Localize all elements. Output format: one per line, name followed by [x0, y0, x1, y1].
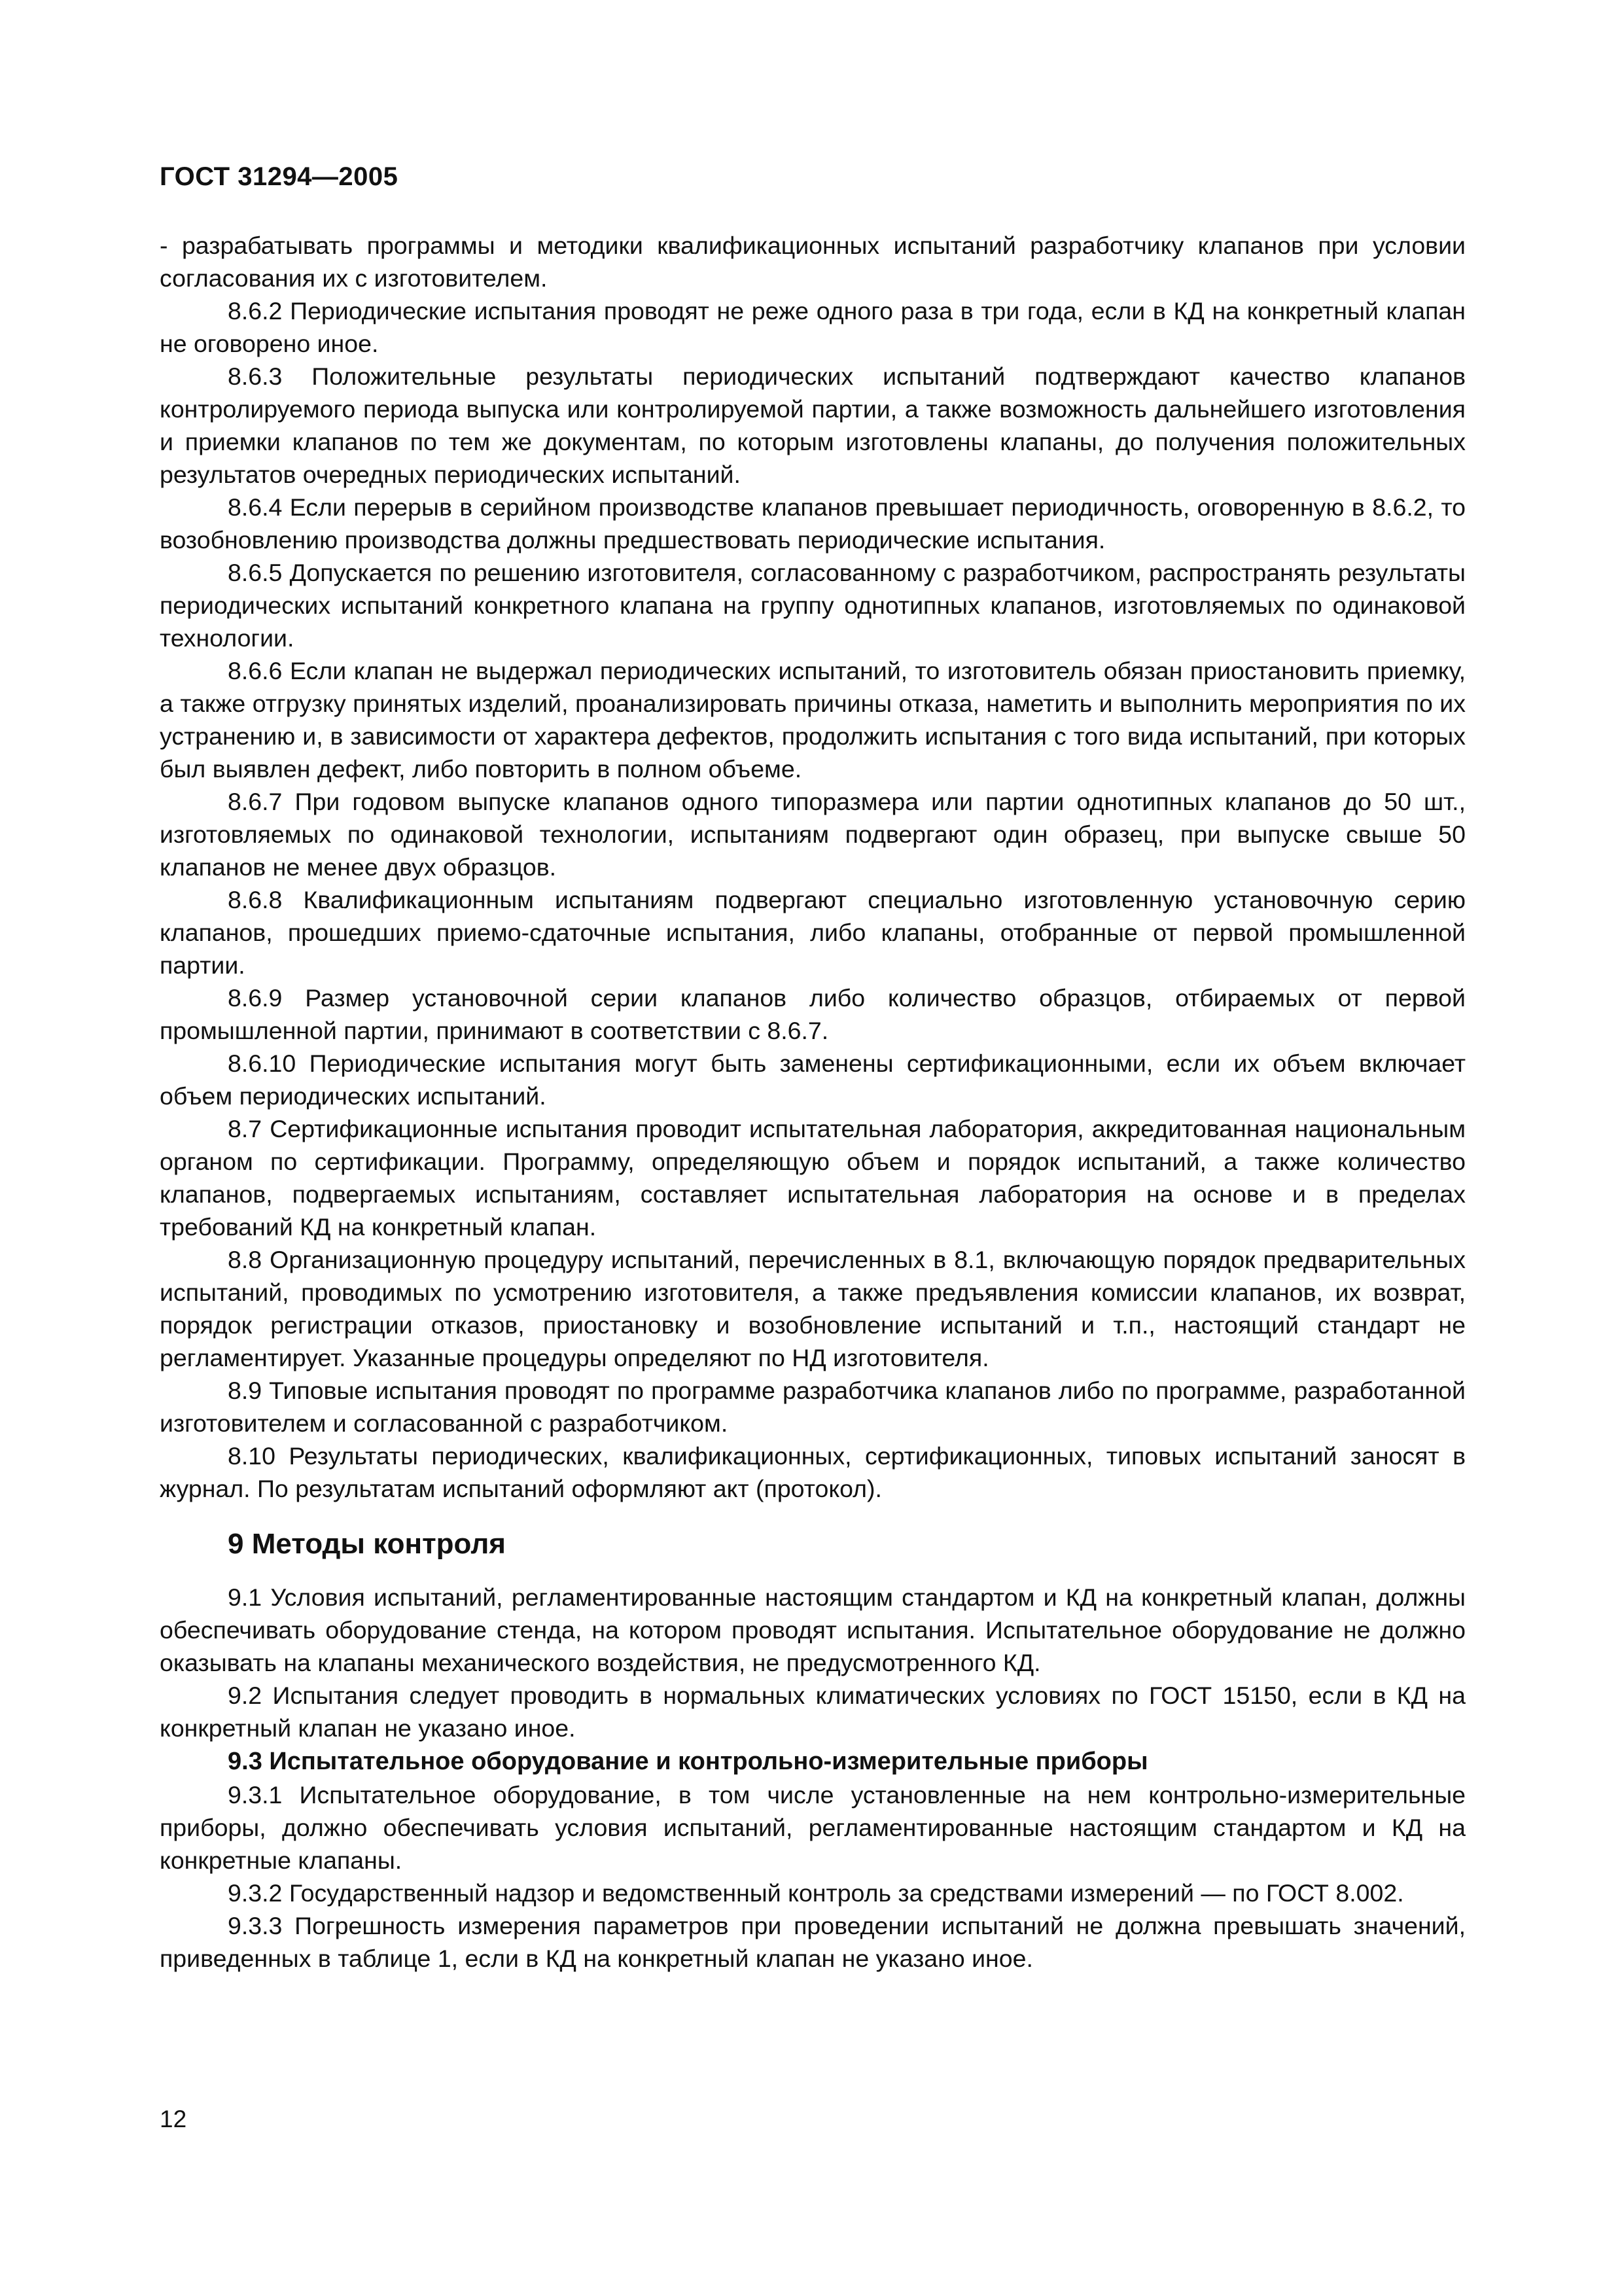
- paragraph-8-6-6: 8.6.6 Если клапан не выдержал периодических испытаний, то изготовитель обязан приостановить приемку, а также отгрузку принятых изделий, проанализировать причины отказа, наметить и выполнить мероприятия по их устранению и, в зависимости от характера дефектов, продолжить испытания с того вида испытаний, при которых был выявлен дефект, либо повторить в полном объеме.: [160, 657, 1466, 783]
- paragraph-8-6-10: 8.6.10 Периодические испытания могут быть заменены сертификационными, если их объем включает объем периодических испытаний.: [160, 1050, 1466, 1110]
- section-9-heading: 9 Методы контроля: [228, 1528, 506, 1560]
- subsection-9-3-heading: 9.3 Испытательное оборудование и контрольно-измерительные приборы: [228, 1748, 1148, 1775]
- paragraph-8-9: 8.9 Типовые испытания проводят по программе разработчика клапанов либо по программе, разработанной изготовителем и согласованной с разработчиком.: [160, 1377, 1466, 1437]
- paragraph-9-3-1: 9.3.1 Испытательное оборудование, в том числе установленные на нем контрольно-измерительные приборы, должно обеспечивать условия испытаний, регламентированные настоящим стандартом и КД на конкретные клапаны.: [160, 1781, 1466, 1874]
- paragraph-8-6-9: 8.6.9 Размер установочной серии клапанов либо количество образцов, отбираемых от первой промышленной партии, принимают в соответствии с 8.6.7.: [160, 984, 1466, 1044]
- paragraph-8-10: 8.10 Результаты периодических, квалификационных, сертификационных, типовых испытаний заносят в журнал. По результатам испытаний оформляют акт (протокол).: [160, 1442, 1466, 1502]
- document-body: [160, 229, 1466, 1975]
- paragraph-8-6-8: 8.6.8 Квалификационным испытаниям подвергают специально изготовленную установочную серию клапанов, прошедших приемо-сдаточные испытания, либо клапаны, отобранные от первой промышленной партии.: [160, 886, 1466, 979]
- paragraph-9-1: 9.1 Условия испытаний, регламентированные настоящим стандартом и КД на конкретный клапан, должны обеспечивать оборудование стенда, на котором проводят испытания. Испытательное оборудование не должно оказывать на клапаны механического воздействия, не предусмотренного КД.: [160, 1583, 1466, 1676]
- paragraph-8-6-2: 8.6.2 Периодические испытания проводят не реже одного раза в три года, если в КД на конкретный клапан не оговорено иное.: [160, 297, 1466, 357]
- paragraph-9-2: 9.2 Испытания следует проводить в нормальных климатических условиях по ГОСТ 15150, если в КД на конкретный клапан не указано иное.: [160, 1682, 1466, 1742]
- paragraph-8-8: 8.8 Организационную процедуру испытаний, перечисленных в 8.1, включающую порядок предварительных испытаний, проводимых по усмотрению изготовителя, а также предъявления комиссии клапанов, их возврат, порядок регистрации отказов, приостановку и возобновление испытаний и т.п., настоящий стандарт не регламентирует. Указанные процедуры определяют по НД изготовителя.: [160, 1246, 1466, 1371]
- page-number: 12: [160, 2106, 187, 2132]
- paragraph-8-6-7: 8.6.7 При годовом выпуске клапанов одного типоразмера или партии однотипных клапанов до 50 шт., изготовляемых по одинаковой технологии, испытаниям подвергают один образец, при выпуске свыше 50 клапанов не менее двух образцов.: [160, 788, 1466, 881]
- paragraph-8-7: 8.7 Сертификационные испытания проводит испытательная лаборатория, аккредитованная национальным органом по сертификации. Программу, определяющую объем и порядок испытаний, а также количество клапанов, подвергаемых испытаниям, составляет испытательная лаборатория на основе и в пределах требований КД на конкретный клапан.: [160, 1115, 1466, 1241]
- paragraph-8-6-5: 8.6.5 Допускается по решению изготовителя, согласованному с разработчиком, распространять результаты периодических испытаний конкретного клапана на группу однотипных клапанов, изготовляемых по одинаковой технологии.: [160, 559, 1466, 652]
- paragraph-8-6-3: 8.6.3 Положительные результаты периодических испытаний подтверждают качество клапанов контролируемого периода выпуска или контролируемой партии, а также возможность дальнейшего изготовления и приемки клапанов по тем же документам, по которым изготовлены клапаны, до получения положительных результатов очередных периодических испытаний.: [160, 362, 1466, 488]
- intro-fragment: - разрабатывать программы и методики квалификационных испытаний разработчику клапанов при условии согласования их с изготовителем.: [160, 232, 1466, 292]
- paragraph-9-3-3: 9.3.3 Погрешность измерения параметров при проведении испытаний не должна превышать значений, приведенных в таблице 1, если в КД на конкретный клапан не указано иное.: [160, 1912, 1466, 1972]
- paragraph-8-6-4: 8.6.4 Если перерыв в серийном производстве клапанов превышает периодичность, оговоренную в 8.6.2, то возобновлению производства должны предшествовать периодические испытания.: [160, 493, 1466, 554]
- paragraph-9-3-2: 9.3.2 Государственный надзор и ведомственный контроль за средствами измерений — по ГОСТ 8.002.: [228, 1879, 1404, 1907]
- document-header: ГОСТ 31294—2005: [160, 162, 398, 191]
